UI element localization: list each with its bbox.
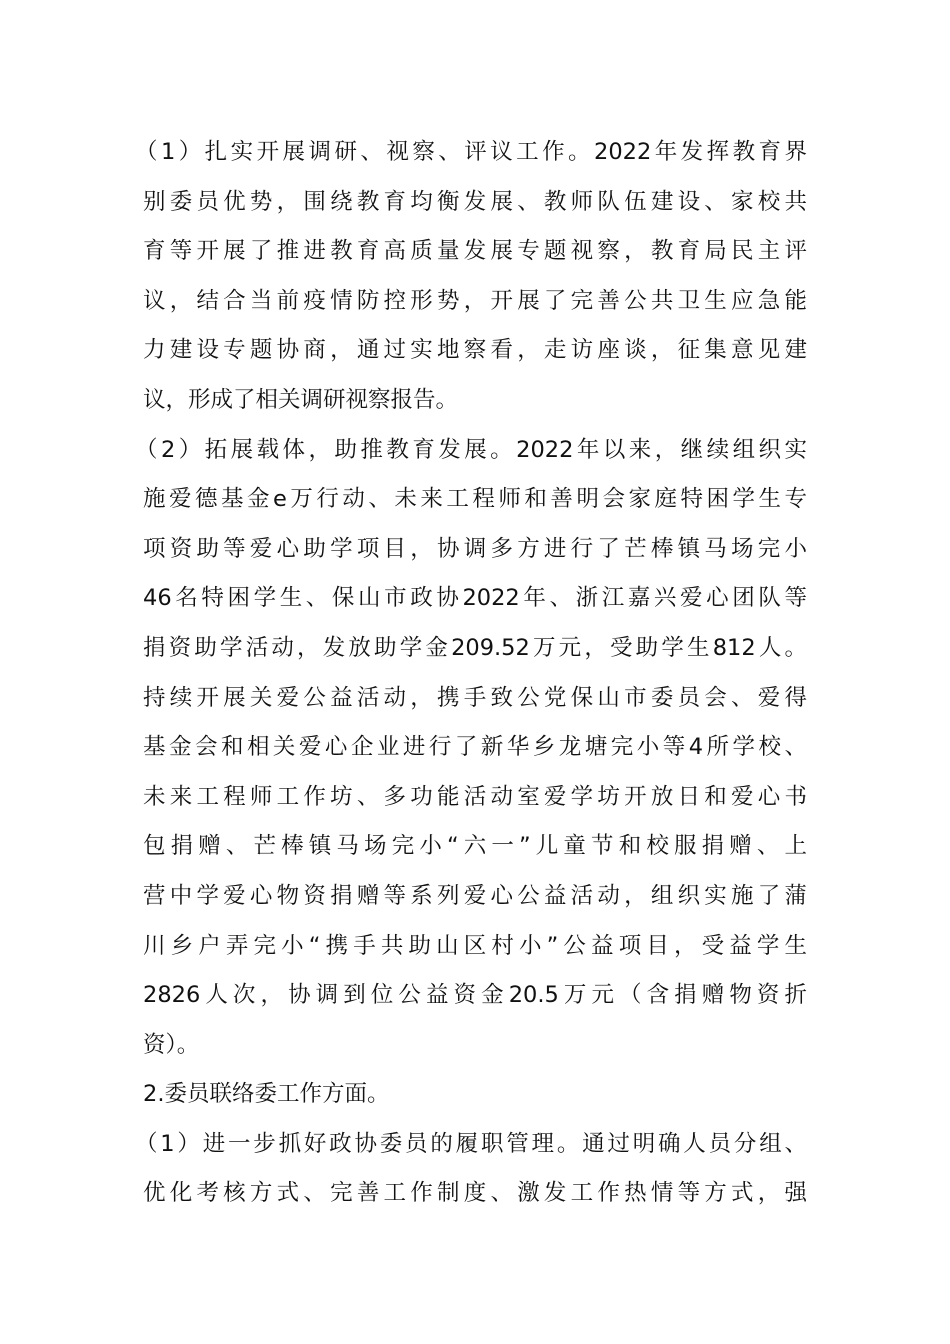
text-line: 未来工程师工作坊、多功能活动室爱学坊开放日和爱心书 xyxy=(143,783,807,810)
text-line: 包捐赠、芒棒镇马场完小“六一”儿童节和校服捐赠、上 xyxy=(143,833,807,860)
paragraph-member-management xyxy=(135,1120,807,1219)
text-line: 资）。 xyxy=(143,1031,200,1058)
paragraph-education-support xyxy=(135,426,807,1071)
text-line: （2）拓展载体，助推教育发展。2022年以来，继续组织实 xyxy=(135,436,807,463)
text-line: 力建设专题协商，通过实地察看，走访座谈，征集意见建 xyxy=(143,337,807,364)
text-line: 46名特困学生、保山市政协2022年、浙江嘉兴爱心团队等 xyxy=(143,585,807,612)
paragraph-research-inspection xyxy=(135,128,807,426)
text-line: 项资助等爱心助学项目，协调多方进行了芒棒镇马场完小 xyxy=(143,535,807,562)
text-line: 议，形成了相关调研视察报告。 xyxy=(143,386,459,413)
section-heading xyxy=(143,1070,807,1120)
text-line: 持续开展关爱公益活动，携手致公党保山市委员会、爱得 xyxy=(143,684,807,711)
text-line: （1）扎实开展调研、视察、评议工作。2022年发挥教育界 xyxy=(135,139,807,165)
text-line: 基金会和相关爱心企业进行了新华乡龙塘完小等4所学校、 xyxy=(143,734,807,761)
text-line: 优化考核方式、完善工作制度、激发工作热情等方式，强 xyxy=(143,1180,807,1207)
text-line: 议，结合当前疫情防控形势，开展了完善公共卫生应急能 xyxy=(143,287,807,314)
text-line: 2826人次，协调到位公益资金20.5万元（含捐赠物资折 xyxy=(143,982,807,1009)
document-page xyxy=(135,128,807,1219)
text-line: （1）进一步抓好政协委员的履职管理。通过明确人员分组、 xyxy=(135,1130,807,1157)
text-line: 营中学爱心物资捐赠等系列爱心公益活动，组织实施了蒲 xyxy=(143,882,807,909)
text-line: 施爱德基金e万行动、未来工程师和善明会家庭特困学生专 xyxy=(143,486,807,513)
heading-line: 2.委员联络委工作方面。 xyxy=(143,1081,390,1108)
text-line: 育等开展了推进教育高质量发展专题视察，教育局民主评 xyxy=(143,238,807,265)
text-line: 别委员优势，围绕教育均衡发展、教师队伍建设、家校共 xyxy=(143,188,807,215)
text-line: 川乡户弄完小“携手共助山区村小”公益项目，受益学生 xyxy=(143,932,807,959)
text-line: 捐资助学活动，发放助学金209.52万元，受助学生812人。 xyxy=(143,634,807,661)
